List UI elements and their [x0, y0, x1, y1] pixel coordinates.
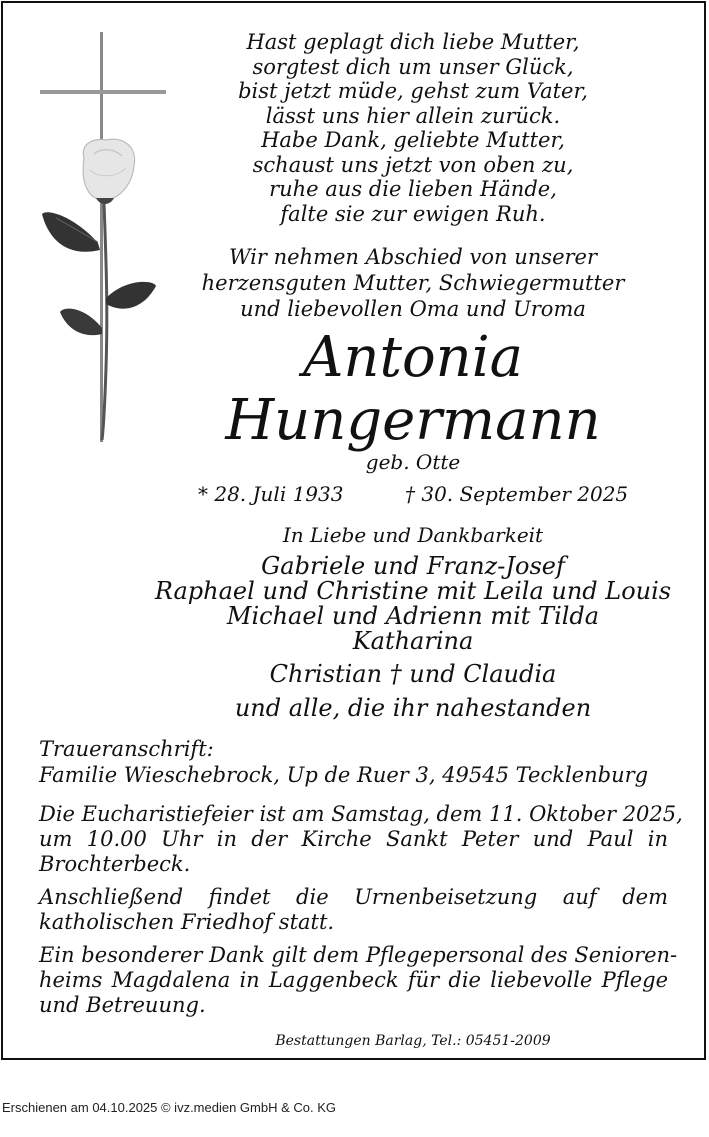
paragraph-line: Anschließend findet die Urnenbeisetzung auf dem	[39, 885, 668, 909]
poem-line: lässt uns hier allein zurück.	[265, 103, 561, 128]
paragraph-line: um 10.00 Uhr in der Kirche Sankt Peter und Paul in	[39, 827, 668, 851]
address-label: Traueranschrift:	[39, 737, 214, 761]
mourners-intro: In Liebe und Dankbarkeit	[282, 523, 544, 547]
paragraph-line: Ein besonderer Dank gilt dem Pflegepersonal des Senioren-	[39, 943, 678, 967]
cross-with-rose-icon	[36, 28, 171, 448]
poem	[213, 30, 613, 226]
mourner-line: Raphael und Christine mit Leila und Louis	[154, 577, 672, 605]
address-value: Familie Wieschebrock, Up de Ruer 3, 49545 Tecklenburg	[39, 763, 649, 787]
poem-line: falte sie zur ewigen Ruh.	[280, 201, 546, 226]
mourning-address	[39, 736, 648, 788]
paragraph-line: Brochterbeck.	[39, 852, 191, 876]
paragraph-line: katholischen Friedhof statt.	[39, 910, 335, 934]
mourners-list	[140, 554, 686, 654]
intro-line: herzensguten Mutter, Schwiegermutter	[201, 271, 625, 295]
farewell-intro	[193, 244, 633, 322]
thanks-paragraph	[39, 943, 678, 1018]
mourner-christian: Christian † und Claudia	[269, 660, 557, 688]
poem-line: sorgtest dich um unser Glück,	[252, 54, 574, 79]
paragraph-line: Die Eucharistiefeier ist am Samstag, dem 11. Oktober 2025,	[39, 802, 683, 826]
poem-line: Hast geplagt dich liebe Mutter,	[246, 30, 580, 54]
funeral-home: Bestattungen Barlag, Tel.: 05451-2009	[275, 1033, 551, 1049]
poem-line: bist jetzt müde, gehst zum Vater,	[238, 79, 588, 103]
paragraph-line: heims Magdalena in Laggenbeck für die liebevolle Pflege	[39, 968, 668, 992]
last-name: Hungermann	[225, 388, 601, 453]
mourner-line: Michael und Adrienn mit Tilda	[226, 602, 600, 630]
poem-line: schaust uns jetzt von oben zu,	[252, 152, 574, 177]
first-name: Antonia	[302, 325, 524, 390]
burial-paragraph	[39, 885, 668, 935]
birth-name: geb. Otte	[365, 450, 461, 474]
intro-line: Wir nehmen Abschied von unserer	[228, 245, 598, 269]
mourner-others: und alle, die ihr nahestanden	[234, 694, 592, 722]
intro-line: und liebevollen Oma und Uroma	[240, 297, 586, 321]
mourner-line: Gabriele und Franz-Josef	[261, 552, 565, 580]
mourner-line: Katharina	[352, 627, 474, 655]
birth-date: * 28. Juli 1933	[198, 482, 344, 506]
death-date: † 30. September 2025	[405, 482, 629, 506]
poem-line: Habe Dank, geliebte Mutter,	[261, 128, 565, 152]
paragraph-line: und Betreuung.	[39, 993, 206, 1017]
publication-footer: Erschienen am 04.10.2025 © ivz.medien GmbH & Co. KG	[2, 1100, 337, 1115]
poem-line: ruhe aus die lieben Hände,	[269, 177, 557, 201]
service-paragraph	[39, 802, 683, 877]
